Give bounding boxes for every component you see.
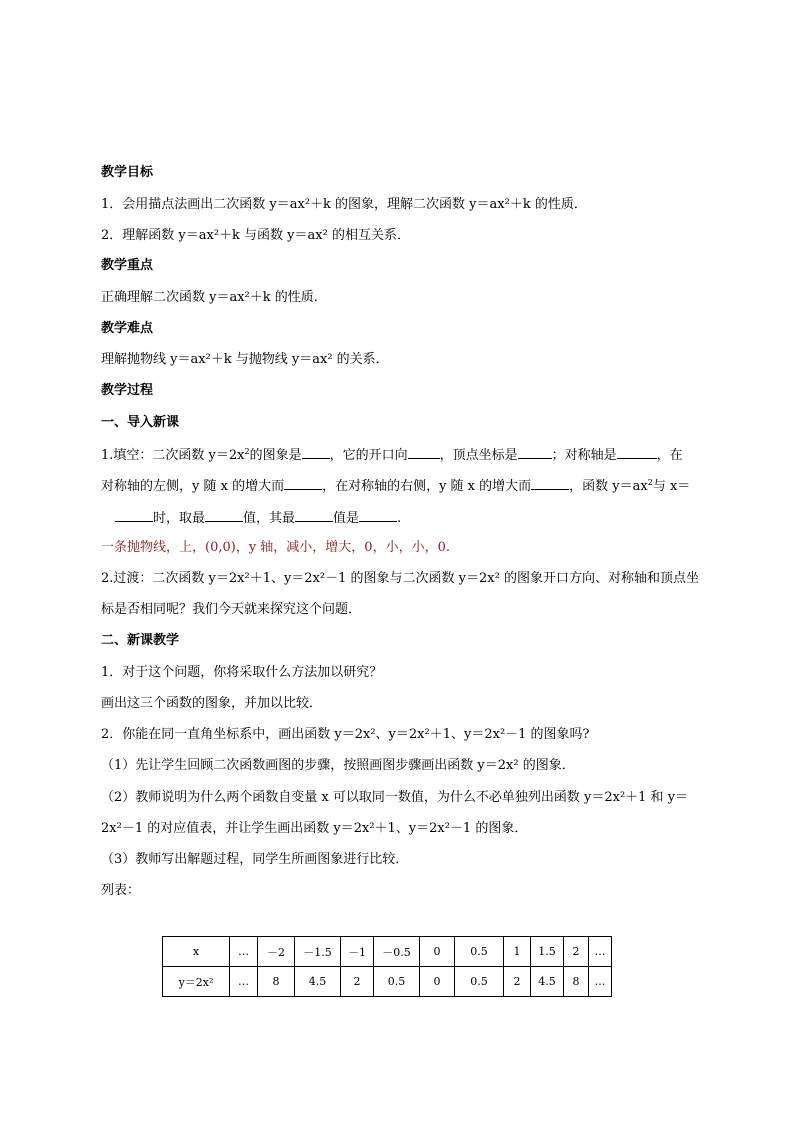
transition-text-2: 标是否相同呢？我们今天就来探究这个问题． (101, 602, 362, 617)
blank-field (408, 445, 440, 459)
table-cell: 4.5 (295, 967, 341, 997)
new-lesson-heading: 二、新课教学 (101, 633, 180, 648)
table-cell: 8 (564, 967, 589, 997)
fill-text: ，在 (656, 448, 683, 463)
step-1: （1）先让学生回顾二次函数画图的步骤，按照画图步骤画出函数 y＝2x² 的图象． (101, 758, 575, 773)
transition-text-1: 2.过渡：二次函数 y＝2x²＋1、y＝2x²－1 的图象与二次函数 y＝2x² 的图象开口方向、对称轴和顶点坐 (101, 571, 699, 586)
table-cell: … (230, 937, 258, 967)
teaching-goal-heading: 教学目标 (101, 165, 154, 180)
step-2-line-2: 2x²－1 的对应值表，并让学生画出函数 y＝2x²＋1、y＝2x²－1 的图象． (101, 821, 528, 836)
fill-text: 值，其最 (243, 511, 296, 526)
fill-in-line-3 (115, 508, 401, 528)
table-cell: 4.5 (531, 967, 564, 997)
intro-heading: 一、导入新课 (101, 415, 180, 430)
table-row (163, 937, 612, 967)
fill-text: ，在对称轴的右侧，y 随 x 的增大而 (322, 479, 532, 494)
table-row (163, 967, 612, 997)
fill-text: ；对称轴是 (551, 448, 617, 463)
blank-field (284, 476, 322, 490)
blank-field (359, 508, 397, 522)
blank-field (205, 508, 243, 522)
answer-text: 一条抛物线，上，(0,0)，y 轴，减小，增大，0，小，小，0. (101, 540, 450, 555)
blank-field (531, 476, 569, 490)
table-cell: 2 (504, 967, 531, 997)
table-cell: 0.5 (455, 967, 504, 997)
fill-text: 与 x＝ (652, 479, 691, 494)
blank-field (295, 508, 333, 522)
goal-item-1: 1．会用描点法画出二次函数 y＝ax²＋k 的图象，理解二次函数 y＝ax²＋k 的性质． (101, 197, 587, 212)
fill-text: 1.填空：二次函数 y＝2x (101, 448, 245, 463)
table-cell: 1.5 (531, 937, 564, 967)
step-2-line-1: （2）教师说明为什么两个函数自变量 x 可以取同一数值，为什么不必单独列出函数 y＝2x²＋1 和 y＝ (101, 790, 689, 805)
table-cell: －0.5 (374, 937, 420, 967)
fill-text: 对称轴的左侧，y 随 x 的增大而 (101, 479, 285, 494)
fill-in-line-2: 对称轴的左侧，y 随 x 的增大而 ，在对称轴的右侧，y 随 x 的增大而 ，函数 $y=ax^2$与 x＝ (101, 478, 691, 494)
fill-text: . (397, 511, 402, 526)
difficulty-heading: 教学难点 (101, 321, 154, 336)
step-3: （3）教师写出解题过程，同学生所画图象进行比较． (101, 852, 409, 867)
question-2: 2．你能在同一直角坐标系中，画出函数 y＝2x²、y＝2x²＋1、y＝2x²－1 的图象吗? (101, 727, 590, 742)
fill-text: ，函数 y＝ax (569, 479, 648, 494)
key-point-heading: 教学重点 (101, 258, 154, 273)
key-point-text: 正确理解二次函数 y＝ax²＋k 的性质． (101, 290, 327, 305)
fill-text: 值是 (333, 511, 360, 526)
blank-field (115, 508, 153, 522)
table-cell: 1 (504, 937, 531, 967)
blank-field (302, 445, 330, 459)
table-cell: 2 (564, 937, 589, 967)
table-cell: … (589, 937, 612, 967)
table-cell: 0 (420, 967, 455, 997)
table-cell: 0.5 (374, 967, 420, 997)
table-cell: x (163, 937, 230, 967)
table-cell: y＝2x² (163, 967, 230, 997)
table-cell: －2 (258, 937, 295, 967)
process-heading: 教学过程 (101, 383, 154, 398)
table-cell: 8 (258, 967, 295, 997)
fill-text: ，它的开口向 (329, 448, 408, 463)
fill-text: 的图象是 (249, 448, 302, 463)
table-cell: … (589, 967, 612, 997)
list-label: 列表： (101, 883, 141, 898)
blank-field (617, 445, 657, 459)
difficulty-text: 理解抛物线 y＝ax²＋k 与抛物线 y＝ax² 的关系． (101, 352, 389, 367)
blank-field (518, 445, 552, 459)
table-cell: －1.5 (295, 937, 341, 967)
fill-text: ，顶点坐标是 (439, 448, 518, 463)
table-cell: … (230, 967, 258, 997)
table-cell: 2 (341, 967, 374, 997)
table-cell: 0 (420, 937, 455, 967)
goal-item-2: 2．理解函数 y＝ax²＋k 与函数 y＝ax² 的相互关系． (101, 228, 410, 243)
table-cell: 0.5 (455, 937, 504, 967)
fill-in-line-1: 1.填空：二次函数 $y=2x^2$的图象是 ，它的开口向 ，顶点坐标是 ；对称轴是 ，在 (101, 447, 683, 463)
value-table (162, 936, 612, 997)
table-cell: －1 (341, 937, 374, 967)
fill-text: 时，取最 (153, 511, 206, 526)
question-1: 1．对于这个问题，你将采取什么方法加以研究？ (101, 665, 383, 680)
question-1-answer: 画出这三个函数的图象，并加以比较． (101, 696, 323, 711)
